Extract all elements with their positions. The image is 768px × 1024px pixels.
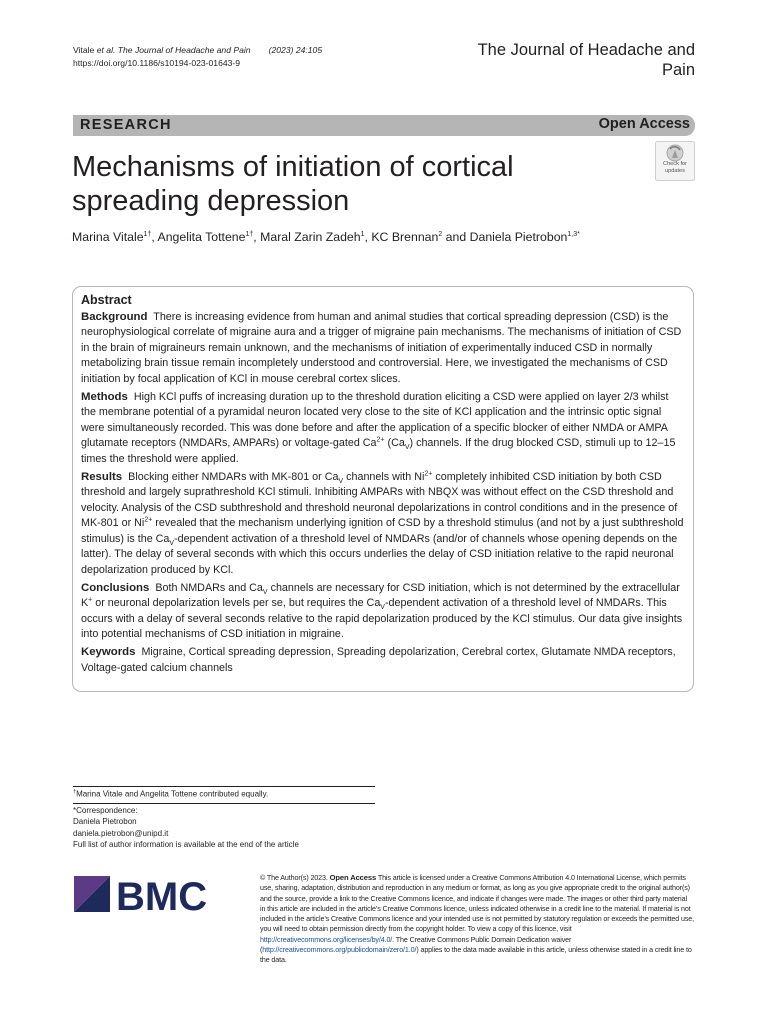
author-affiliation: 1,3* (567, 230, 580, 238)
conclusions-label: Conclusions (81, 581, 150, 594)
doi-link[interactable]: https://doi.org/10.1186/s10194-023-01643-9 (73, 58, 241, 68)
keywords-text: Migraine, Cortical spreading depression, Spreading depolarization, Cerebral cortex, Glutamate NMDA receptors, Voltage-gated calcium channels (81, 646, 676, 674)
abstract-results (81, 470, 686, 579)
author-affiliation: 1† (245, 230, 254, 238)
citation-block (73, 44, 322, 70)
author-separator: , (151, 230, 158, 244)
check-updates-label (655, 161, 695, 174)
keywords-label: Keywords (81, 646, 136, 658)
license-link[interactable]: http://creativecommons.org/licenses/by/4.0/ (260, 935, 393, 944)
author-name[interactable]: Angelita Tottene (157, 230, 246, 244)
results-sup: 2+ (144, 516, 153, 524)
results-sub: V (338, 477, 344, 485)
check-updates-line: updates (665, 167, 685, 174)
abstract-content (81, 293, 686, 679)
methods-text: ) channels. If the drug blocked CSD, stimuli up to 12–15 times the threshold were applied. (81, 437, 676, 465)
correspondence-note (73, 805, 299, 851)
author-affiliation: 1 (360, 230, 365, 238)
abstract-keywords (81, 645, 686, 676)
author-separator: , (364, 230, 372, 244)
results-text: completely inhibited CSD initiation by both CSD threshold and largely suprathreshold KCl stimuli. Inhibiting AMPARs with NBQX was without effect on the CSD threshold and velocity. Analysis of the CSD subthreshold and threshold neuronal depolarizations in control conditions and in the presence of MK-801 or Ni (81, 470, 678, 529)
conclusions-text: -dependent activation of a threshold level of NMDARs. This occurs with a delay of several seconds relative to the rapid depolarization produced by the KCl stimulus. Our data give insights into potential mechanisms of CSD initiation in migraine. (81, 597, 683, 640)
conclusions-text: or neuronal depolarization levels per se, but requires the Ca (92, 597, 381, 609)
citation-et-al: et al. (96, 45, 116, 55)
citation-author: Vitale (73, 45, 97, 55)
abstract-background (81, 310, 686, 388)
citation-year-volume: (2023) 24:105 (268, 45, 323, 55)
author-separator: and (442, 230, 470, 244)
results-sub: V (169, 539, 175, 547)
author-separator: , (253, 230, 261, 244)
methods-label: Methods (81, 390, 128, 403)
journal-name: The Journal of Headache and Pain (477, 41, 695, 79)
title-line: spreading depression (72, 185, 350, 217)
author-affiliation: 1† (143, 230, 152, 238)
results-text: -dependent activation of a threshold level of NMDARs (and/or of channels whose opening depends on the latter). The delay of several seconds with which this occurs underlies the delay of CSD initiation relative to the rapid neuronal depolarization produced by KCl. (81, 532, 678, 576)
open-access-label: Open Access (598, 116, 690, 132)
methods-sub: V (404, 444, 410, 452)
license-body: This article is licensed under a Creative Commons Attribution 4.0 International License, which permits use, sharing, adaptation, distribution and reproduction in any medium or format, as long as you give appropriate credit to the original author(s) and the source, provide a link to the Creative Commons licence, and indicate if changes were made. The images or other third party material in this article are included in the article’s Creative Commons licence, unless indicated otherwise in a credit line to the material. If material is not included in the article’s Creative Commons licence and your intended use is not permitted by statutory regulation or exceeds the permitted use, you will need to obtain permission directly from the copyright holder. To view a copy of this licence, visit (260, 874, 695, 934)
footnote-dagger: † (73, 789, 77, 795)
license-open-access: Open Access (329, 873, 377, 882)
conclusions-sub: V (380, 604, 385, 612)
license-text (260, 873, 694, 966)
footnote-rule (73, 803, 375, 804)
results-label: Results (81, 470, 123, 483)
conclusions-text: Both NMDARs and Ca (155, 581, 263, 594)
check-updates-line: Check for (663, 161, 687, 167)
author-name[interactable]: KC Brennan (371, 230, 439, 244)
correspondence-email[interactable]: daniela.pietrobon@unipd.it (73, 828, 169, 838)
author-info-note: Full list of author information is available at the end of the article (73, 840, 299, 850)
author-affiliation: 2 (438, 230, 443, 238)
bmc-logo (74, 874, 219, 914)
footnote-text: Marina Vitale and Angelita Tottene contributed equally. (76, 789, 269, 799)
methods-sup: 2+ (376, 436, 385, 444)
equal-contribution-note (73, 787, 268, 800)
correspondence-name: Daniela Pietrobon (73, 817, 137, 827)
author-name[interactable]: Daniela Pietrobon (469, 230, 568, 244)
conclusions-sub: V (262, 588, 268, 596)
methods-text: (Ca (384, 437, 405, 449)
background-label: Background (81, 310, 148, 323)
abstract-heading: Abstract (81, 293, 132, 307)
citation-line (73, 44, 322, 57)
section-banner (73, 115, 695, 136)
abstract-methods (81, 390, 686, 468)
bmc-logo-text: BMC (116, 875, 208, 914)
citation-journal: The Journal of Headache and Pain (115, 45, 251, 55)
article-title (72, 150, 632, 218)
abstract-conclusions (81, 581, 686, 643)
conclusions-text: channels are necessary for CSD initiation, which is not determined by the extracellular K (81, 581, 680, 609)
author-list (72, 230, 580, 244)
author-name[interactable]: Maral Zarin Zadeh (260, 230, 361, 244)
author-name[interactable]: Marina Vitale (72, 230, 144, 244)
bmc-logo-icon (74, 874, 219, 914)
license-body: . The Creative Commons Public Domain Dedication waiver ( (260, 935, 572, 955)
license-copyright: © The Author(s) 2023. (260, 874, 330, 882)
methods-text: High KCl puffs of increasing duration up to the threshold duration eliciting a CSD were applied on layer 2/3 whilst the membrane potential of a pyramidal neuron located very close to the site of KCl application and the intrinsic optic signal were simultaneously recorded. This was done before and after the application of a specific blocker of either NMDA or AMPA glutamate receptors (NMDARs, AMPARs) or voltage-gated Ca (81, 390, 669, 449)
license-body: ) applies to the data made available in this article, unless otherwise stated in a credit line to the data. (260, 946, 692, 965)
correspondence-label: *Correspondence: (73, 806, 138, 815)
check-for-updates-badge[interactable] (655, 141, 695, 181)
title-line: Mechanisms of initiation of cortical (72, 151, 514, 183)
license-link[interactable]: http://creativecommons.org/publicdomain/zero/1.0/ (262, 946, 417, 955)
section-label: RESEARCH (80, 117, 172, 133)
background-text: There is increasing evidence from human and animal studies that cortical spreading depression (CSD) is the neurophysiological correlate of migraine aura and a trigger of migraine pain mechanisms. The mechanisms of initiation of CSD in the brain of migraineurs remain unknown, and the mechanisms of initiation of experimentally induced CSD in normally metabolizing brain tissue remain incompletely understood and controversial. Here, we investigated the mechanisms of CSD initiation by focal application of KCl in mouse cerebral cortex slices. (81, 310, 682, 385)
results-text: Blocking either NMDARs with MK-801 or Ca (128, 470, 339, 483)
results-text: revealed that the mechanism underlying ignition of CSD by a threshold stimulus (and not by a just subthreshold stimulus) is the Ca (81, 517, 684, 545)
results-text: channels with Ni (343, 470, 425, 483)
conclusions-sup: + (88, 596, 93, 604)
results-sup: 2+ (424, 469, 433, 477)
